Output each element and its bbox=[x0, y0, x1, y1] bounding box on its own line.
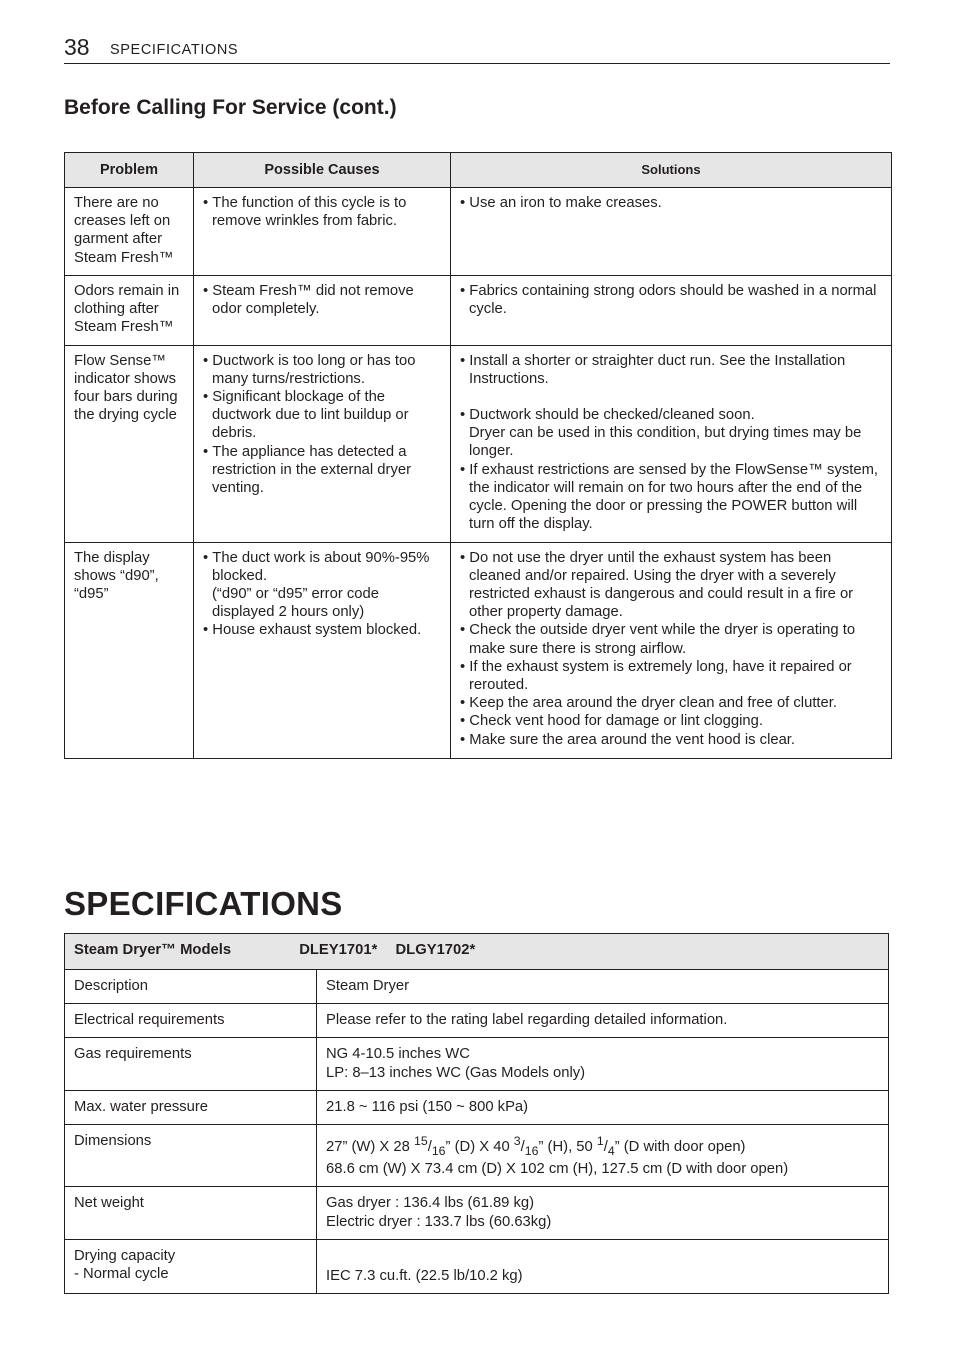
models-label: Steam Dryer™ Models bbox=[74, 942, 232, 958]
spec-row bbox=[65, 1125, 889, 1187]
spec-label-line: Drying capacity bbox=[74, 1247, 176, 1264]
spec-row bbox=[65, 1038, 889, 1090]
spec-row bbox=[65, 1239, 889, 1293]
solutions-cell bbox=[451, 542, 892, 758]
spec-label: Dimensions bbox=[65, 1125, 317, 1187]
table-header-row bbox=[65, 153, 892, 188]
model-number: DLGY1702* bbox=[395, 942, 476, 958]
spec-value-line: Gas dryer : 136.4 lbs (61.89 kg) bbox=[326, 1195, 535, 1212]
spec-value: Please refer to the rating label regarding detailed information. bbox=[317, 1004, 889, 1038]
solution-item: • Do not use the dryer until the exhaust system has been cleaned and/or repaired. Using the dryer with a severely restricted exhaust is dangerous and could result in a fire or other property damage. bbox=[460, 549, 883, 622]
solutions-cell bbox=[451, 188, 892, 276]
cause-continuation: (“d90” or “d95” error code displayed 2 hours only) bbox=[212, 586, 379, 621]
section-subtitle: Before Calling For Service (cont.) bbox=[64, 96, 397, 119]
spec-value bbox=[317, 1125, 889, 1187]
causes-cell bbox=[194, 188, 451, 276]
cause-item: • The appliance has detected a restriction in the external dryer venting. bbox=[203, 443, 442, 498]
solution-item: • If the exhaust system is extremely long, have it repaired or rerouted. bbox=[460, 658, 883, 694]
spec-value-line: LP: 8–13 inches WC (Gas Models only) bbox=[326, 1064, 586, 1081]
problem-cell: Odors remain in clothing after Steam Fresh™ bbox=[65, 276, 194, 346]
page-header bbox=[64, 30, 890, 64]
spec-row bbox=[65, 1090, 889, 1124]
problem-cell: There are no creases left on garment after Steam Fresh™ bbox=[65, 188, 194, 276]
spec-value-line: NG 4-10.5 inches WC bbox=[326, 1046, 470, 1063]
spec-value: IEC 7.3 cu.ft. (22.5 lb/10.2 kg) bbox=[317, 1239, 889, 1293]
causes-cell bbox=[194, 276, 451, 346]
problem-cell: Flow Sense™ indicator shows four bars during the drying cycle bbox=[65, 345, 194, 542]
dim-text: ” (H), 50 bbox=[538, 1138, 597, 1155]
cause-item: • The function of this cycle is to remove wrinkles from fabric. bbox=[203, 194, 442, 230]
dim-text: ” (D with door open) bbox=[614, 1138, 746, 1155]
table-row bbox=[65, 345, 892, 542]
table-row bbox=[65, 276, 892, 346]
fraction-numerator: 1 bbox=[596, 1134, 604, 1149]
solution-continuation: Dryer can be used in this condition, but drying times may be longer. bbox=[469, 425, 862, 460]
specifications-title: SPECIFICATIONS bbox=[64, 885, 343, 922]
causes-cell bbox=[194, 542, 451, 758]
spec-label: Description bbox=[65, 970, 317, 1004]
dimensions-imperial: 27” (W) X 28 $^{15}/_{16}$” (D) X 40 $^3/_{16}$” (H), 50 $^1/_4$” (D with door open) bbox=[326, 1134, 746, 1158]
table-row bbox=[65, 542, 892, 758]
page-number: 38 bbox=[64, 34, 90, 60]
dimensions-metric: 68.6 cm (W) X 73.4 cm (D) X 102 cm (H), 127.5 cm (D with door open) bbox=[326, 1161, 789, 1178]
fraction-numerator: 15 bbox=[413, 1134, 428, 1149]
dim-text: ” (D) X 40 bbox=[445, 1138, 514, 1155]
spec-row bbox=[65, 970, 889, 1004]
troubleshooting-table bbox=[64, 152, 892, 759]
cause-item: • Ductwork is too long or has too many turns/restrictions. bbox=[203, 352, 442, 388]
solution-item: • Use an iron to make creases. bbox=[460, 194, 883, 212]
fraction-denominator: 4 bbox=[607, 1143, 615, 1158]
fraction-denominator: 16 bbox=[524, 1143, 539, 1158]
spec-value bbox=[317, 1038, 889, 1090]
specifications-table bbox=[64, 933, 889, 1294]
spec-value: Steam Dryer bbox=[317, 970, 889, 1004]
solution-item: • Fabrics containing strong odors should be washed in a normal cycle. bbox=[460, 282, 883, 318]
spec-label: Max. water pressure bbox=[65, 1090, 317, 1124]
spec-header-cell bbox=[65, 934, 889, 970]
solution-item: • Check the outside dryer vent while the dryer is operating to make sure there is strong airflow. bbox=[460, 621, 883, 657]
spec-label bbox=[65, 1239, 317, 1293]
solutions-cell bbox=[451, 276, 892, 346]
model-number: DLEY1701* bbox=[299, 942, 378, 958]
spec-label: Net weight bbox=[65, 1187, 317, 1239]
spec-label: Electrical requirements bbox=[65, 1004, 317, 1038]
causes-cell bbox=[194, 345, 451, 542]
solution-text: Ductwork should be checked/cleaned soon. bbox=[469, 407, 755, 424]
cause-item: • Steam Fresh™ did not remove odor completely. bbox=[203, 282, 442, 318]
spec-value: 21.8 ~ 116 psi (150 ~ 800 kPa) bbox=[317, 1090, 889, 1124]
column-header-solutions: Solutions bbox=[451, 153, 892, 188]
column-header-causes: Possible Causes bbox=[194, 153, 451, 188]
spec-label-line: - Normal cycle bbox=[74, 1265, 169, 1282]
column-header-problem: Problem bbox=[65, 153, 194, 188]
table-row bbox=[65, 188, 892, 276]
solution-item: • If exhaust restrictions are sensed by the FlowSense™ system, the indicator will remain on for two hours after the end of the cycle. Opening the door or pressing the POWER button will turn off the display. bbox=[460, 461, 883, 534]
solution-item bbox=[460, 406, 883, 424]
spec-header-row bbox=[65, 934, 889, 970]
solution-item: • Check vent hood for damage or lint clogging. bbox=[460, 712, 883, 730]
solution-item: • Make sure the area around the vent hood is clear. bbox=[460, 731, 883, 749]
spec-label: Gas requirements bbox=[65, 1038, 317, 1090]
cause-item: • The duct work is about 90%-95% blocked. bbox=[203, 549, 442, 585]
dim-text: 27” (W) X 28 bbox=[326, 1138, 414, 1155]
spec-value bbox=[317, 1187, 889, 1239]
section-label: SPECIFICATIONS bbox=[110, 42, 239, 58]
solutions-cell bbox=[451, 345, 892, 542]
fraction-numerator: 3 bbox=[513, 1134, 521, 1149]
spec-value-line: Electric dryer : 133.7 lbs (60.63kg) bbox=[326, 1213, 552, 1230]
fraction-denominator: 16 bbox=[431, 1143, 446, 1158]
solution-item: • Keep the area around the dryer clean and free of clutter. bbox=[460, 694, 883, 712]
cause-item: • House exhaust system blocked. bbox=[203, 621, 442, 639]
solution-item: • Install a shorter or straighter duct run. See the Installation Instructions. bbox=[460, 352, 883, 388]
problem-cell: The display shows “d90”, “d95” bbox=[65, 542, 194, 758]
cause-item: • Significant blockage of the ductwork due to lint buildup or debris. bbox=[203, 388, 442, 443]
spec-row bbox=[65, 1187, 889, 1239]
spec-row bbox=[65, 1004, 889, 1038]
